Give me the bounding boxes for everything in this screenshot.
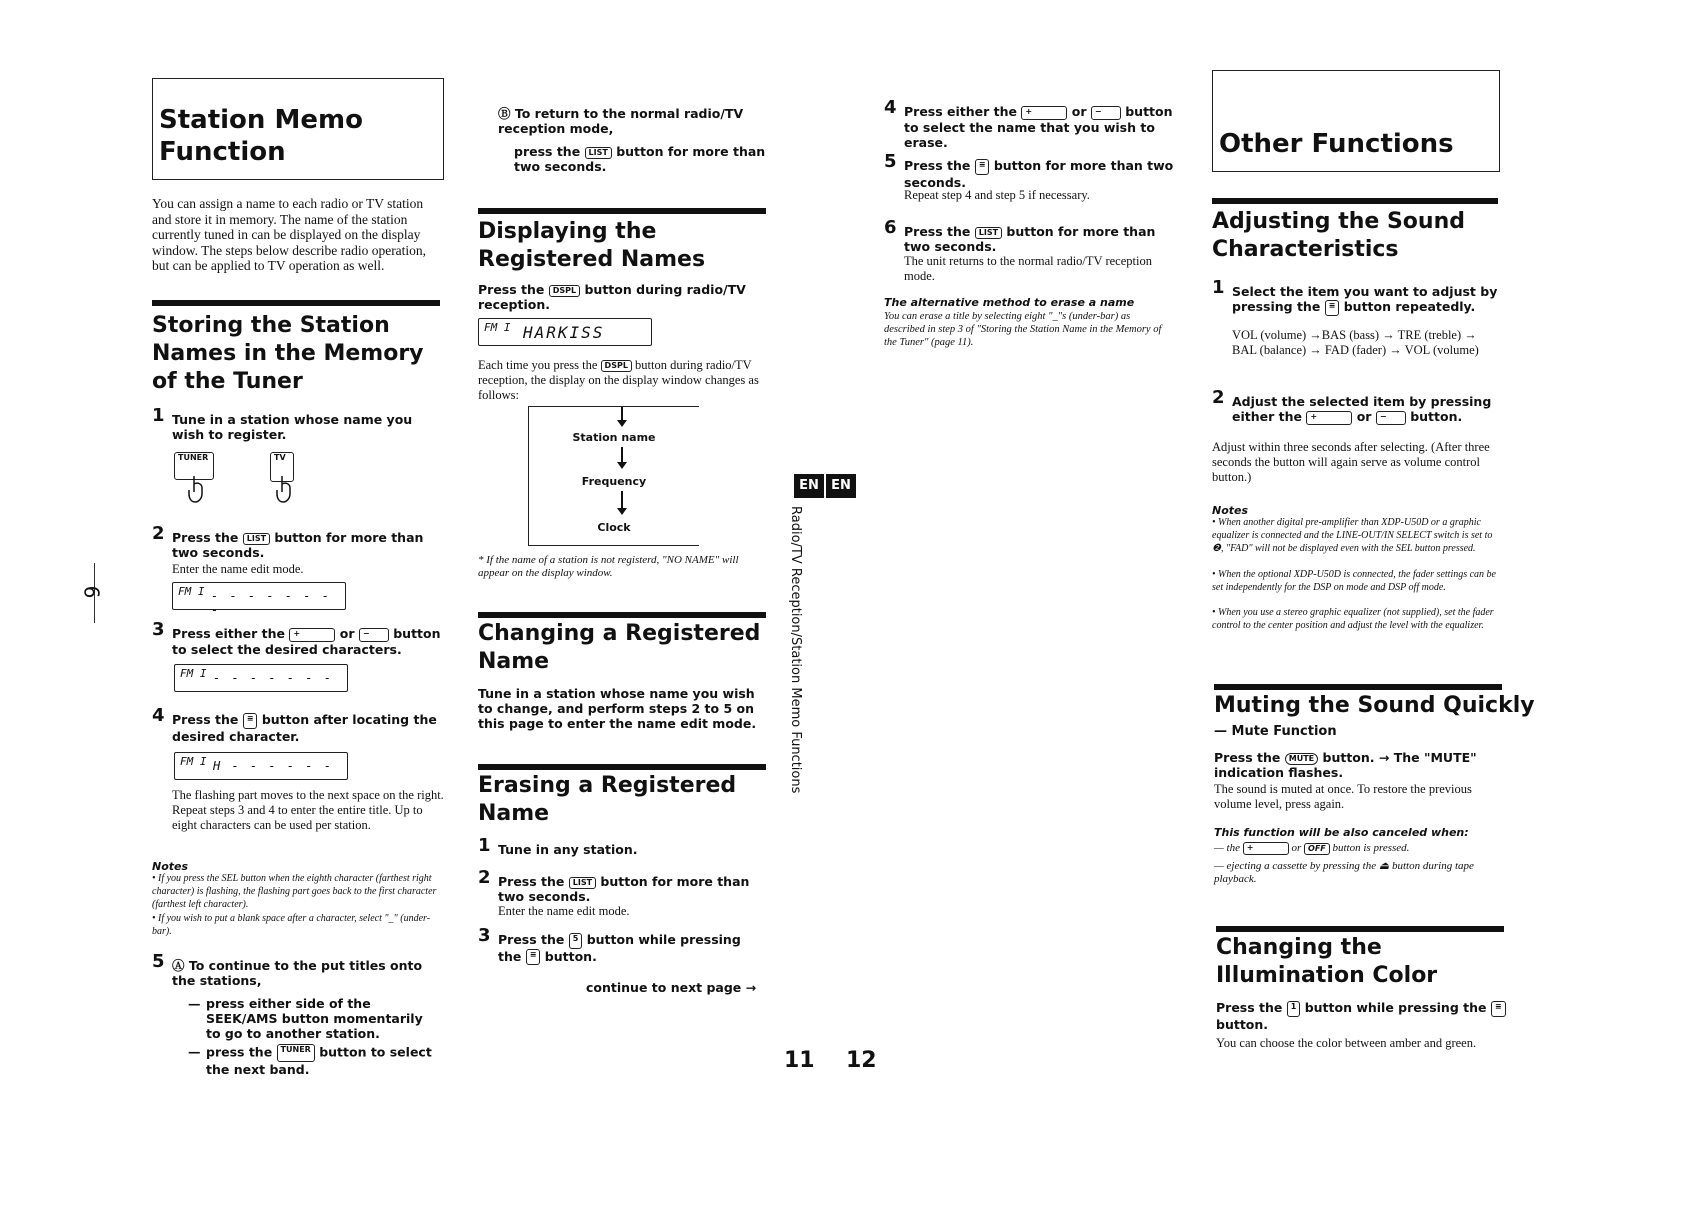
cancel-1-or: or — [1291, 842, 1302, 855]
flow-frequency: Frequency — [581, 475, 647, 488]
cancel-heading: This function will be also canceled when: — [1214, 826, 1469, 839]
step-5-dash-2-a: press the — [206, 1044, 273, 1060]
list-button: LIST — [243, 533, 270, 545]
step-4-a: Press the — [172, 712, 239, 727]
page-title-line2: Function — [159, 137, 286, 167]
cancel-1-a: — the — [1214, 842, 1240, 855]
adjust-step-2-body: Adjust within three seconds after selecting. (After three seconds the button will again serve as volume control button.) — [1212, 440, 1490, 484]
note-1: • If you press the SEL button when the eighth character (farthest right character) is flashing, the flashing part goes back to the first character (farthest left character). — [152, 873, 437, 910]
display-body-b: button during radio/TV reception, the display on the display window changes as follows: — [478, 358, 759, 402]
notes-heading: Notes — [1212, 504, 1249, 517]
return-press-b: button for more than two seconds. — [514, 144, 766, 174]
sel-button-icon: ≡ — [526, 949, 541, 965]
sel-button-icon: ≡ — [243, 713, 258, 729]
note-3: • When you use a stereo graphic equalizer (not supplied), set the fader control to the center position and adjust the level with the equalizer. — [1212, 607, 1494, 631]
change-body: Tune in a station whose name you wish to change, and perform steps 2 to 5 on this page to enter the name edit mode. — [478, 686, 757, 731]
list-button: LIST — [975, 227, 1002, 239]
section-rule — [1212, 198, 1498, 204]
sel-button-icon: ≡ — [1491, 1001, 1506, 1017]
preset-5-button: 5 — [569, 933, 583, 949]
erase-step-4: 4 Press either the + or − button to select the name that you wish to erase. — [884, 97, 1173, 150]
illumination-body: You can choose the color between amber and green. — [1216, 1036, 1477, 1050]
page-title-line1: Station Memo — [159, 105, 363, 135]
alternative-body: You can erase a title by selecting eight "_"s (under-bar) as described in step 3 of "Storing the Station Name in the Memory of the Tuner" (page 11). — [884, 311, 1162, 348]
erase-step-3-a: Press the — [498, 932, 565, 947]
section-rule — [152, 300, 440, 306]
illum-b: button while pressing the — [1304, 1000, 1487, 1015]
step-5-dash-2: — press the TUNER button to select the next band. — [188, 1044, 432, 1077]
display-b: button during radio/TV reception. — [478, 282, 746, 312]
step-5-dash-2-b: button to select the next band. — [206, 1044, 432, 1077]
step-5-dash-1-text: press either side of the SEEK/AMS button momentarily to go to another station. — [206, 996, 423, 1041]
section-rule — [478, 764, 766, 770]
flow-arrow — [621, 407, 623, 421]
lcd-display-2 — [174, 664, 348, 692]
off-button: OFF — [1304, 843, 1330, 855]
section-rule — [1214, 684, 1502, 690]
seek-down-icon: − — [359, 628, 389, 642]
heading-erase: Erasing a Registered Name — [478, 773, 737, 826]
step-2-sub: Enter the name edit mode. — [172, 562, 304, 576]
step-4-body: The flashing part moves to the next space on the right. Repeat steps 3 and 4 to enter the entire title. Up to eight characters can be used per station. — [172, 788, 444, 832]
intro-text: You can assign a name to each radio or TV station and store it in memory. The name of the station currently tuned in can be displayed on the display window. The steps below describe radio operation, but can be applied to TV operation as well. — [152, 196, 427, 273]
erase-step-6-a: Press the — [904, 224, 971, 239]
language-badge-right: EN — [826, 474, 856, 498]
lcd-value: - - - - - - - — [213, 671, 333, 685]
erase-step-4-a: Press either the — [904, 104, 1018, 119]
heading-adjust: Adjusting the Sound Characteristics — [1212, 209, 1465, 262]
page-title: Other Functions — [1219, 129, 1454, 159]
lcd-display-4 — [478, 318, 652, 346]
step-1: 1 Tune in a station whose name you wish to register. — [152, 412, 442, 444]
dspl-button: DSPL — [549, 285, 580, 297]
mute-button: MUTE — [1285, 753, 1318, 765]
step-2-b: button for more than two seconds. — [172, 530, 424, 560]
note-1: • When another digital pre-amplifier than XDP-U50D or a graphic equalizer is connected and the LINE-OUT/IN SELECT switch is set to ❷, "FAD" will not be displayed even with the SEL button pressed. — [1212, 517, 1493, 554]
display-note: * If the name of a station is not registerd, "NO NAME" will appear on the display window. — [478, 554, 739, 579]
step-3-or: or — [339, 626, 355, 641]
sel-button-icon: ≡ — [1325, 300, 1340, 316]
lcd-value: H - - - - - - — [213, 759, 333, 773]
note-2: • When the optional XDP-U50D is connected, the fader settings can be set independently for the DSP on mode and DSP off mode. — [1212, 569, 1496, 593]
flow-clock: Clock — [597, 521, 631, 534]
erase-step-3: 3 Press the 5 button while pressing the ≡ button. — [478, 925, 741, 964]
step-2-a: Press the — [172, 530, 239, 545]
step-5: 5 Ⓐ To continue to the put titles onto the stations, — [152, 958, 442, 990]
note-2: • If you wish to put a blank space after a character, select "_" (under-bar). — [152, 913, 431, 937]
return-press-a: press the — [514, 144, 581, 159]
adjust-step-1: 1 Select the item you want to adjust by pressing the ≡ button repeatedly. — [1212, 277, 1498, 314]
continue-next-page: continue to next page → — [586, 980, 757, 995]
page-number-right: 12 — [846, 1048, 877, 1073]
return-note — [498, 106, 768, 140]
step-4: 4 Press the ≡ button after locating the desired character. — [152, 705, 437, 744]
heading-illumination: Changing the Illumination Color — [1216, 935, 1438, 988]
erase-step-2: 2 Press the LIST button for more than two seconds. — [478, 867, 750, 904]
lcd-value: - - - - - - - - — [211, 589, 331, 617]
display-instruction — [478, 282, 768, 314]
display-body-a: Each time you press the — [478, 358, 598, 372]
seek-down-icon: − — [1376, 411, 1406, 425]
flow-arrow — [621, 447, 623, 463]
seek-down-icon: − — [1091, 106, 1121, 120]
erase-step-2-b: button for more than two seconds. — [498, 874, 750, 904]
tv-label: TV — [270, 452, 294, 482]
alternative-heading: The alternative method to erase a name — [884, 296, 1135, 309]
lcd-band: FM I — [180, 755, 207, 768]
erase-step-6-b: button for more than two seconds. — [904, 224, 1156, 254]
sel-button-icon: ≡ — [975, 159, 990, 175]
step-4-b: button after locating the desired character. — [172, 712, 437, 744]
mute-body: The sound is muted at once. To restore the previous volume level, press again. — [1214, 782, 1472, 811]
mute-a: Press the — [1214, 750, 1281, 765]
return-note-press — [514, 144, 770, 178]
seek-up-icon: + — [289, 628, 335, 642]
illumination-instruction — [1216, 1000, 1506, 1032]
adjust-step-2-or: or — [1356, 409, 1372, 424]
section-rule — [1216, 926, 1504, 932]
tv-button-icon — [270, 452, 310, 506]
erase-step-5-sub: Repeat step 4 and step 5 if necessary. — [904, 188, 1090, 202]
step-3-b: button to select the desired characters. — [172, 626, 441, 657]
lcd-display-3 — [174, 752, 348, 780]
heading-mute: Muting the Sound Quickly — [1214, 693, 1535, 718]
heading-storing: Storing the Station Names in the Memory of the Tuner — [152, 313, 424, 394]
adjust-step-1-b: button repeatedly. — [1343, 299, 1476, 314]
illum-a: Press the — [1216, 1000, 1283, 1015]
step-3-a: Press either the — [172, 626, 286, 641]
margin-mark: 6 — [79, 585, 104, 599]
seek-up-icon: + — [1306, 411, 1352, 425]
list-button: LIST — [585, 147, 612, 159]
section-rule — [478, 612, 766, 618]
heading-display: Displaying the Registered Names — [478, 219, 706, 272]
erase-step-3-b: button while pressing the — [498, 932, 741, 964]
erase-step-2-a: Press the — [498, 874, 565, 889]
lcd-band: FM I — [178, 585, 205, 598]
notes-heading: Notes — [152, 860, 189, 873]
section-rule — [478, 208, 766, 214]
tuner-label: TUNER — [174, 452, 214, 480]
page-number-left: 11 — [784, 1048, 815, 1073]
flow-arrow — [621, 491, 623, 509]
adjust-step-2-b: button. — [1410, 409, 1463, 424]
erase-step-5: 5 Press the ≡ button for more than two seconds. — [884, 151, 1174, 190]
illum-c: button. — [1216, 1016, 1269, 1032]
erase-step-3-c: button. — [544, 948, 597, 964]
flow-station-name: Station name — [572, 431, 656, 444]
side-section-label: Radio/TV Reception/Station Memo Functions — [788, 506, 803, 794]
display-cycle-diagram — [528, 406, 699, 546]
preset-1-button: 1 — [1287, 1001, 1301, 1017]
tuner-button-icon — [174, 452, 218, 506]
mute-instruction — [1214, 750, 1504, 782]
adjust-cycle: VOL (volume) →BAS (bass) → TRE (treble) → BAL (balance) → FAD (fader) → VOL (volume) — [1232, 328, 1479, 357]
erase-step-1-text: Tune in any station. — [498, 842, 638, 857]
language-badge-left: EN — [794, 474, 824, 498]
lcd-band: FM I — [180, 667, 207, 680]
mute-b: button. → The "MUTE" indication flashes. — [1214, 750, 1477, 780]
tuner-button-icon-small: TUNER — [277, 1044, 315, 1062]
dspl-button: DSPL — [601, 360, 632, 372]
lcd-value: HARKISS — [523, 323, 605, 342]
erase-step-5-b: button for more than two seconds. — [904, 158, 1174, 190]
erase-step-4-or: or — [1071, 104, 1087, 119]
step-5-text: Ⓐ To continue to the put titles onto the stations, — [172, 958, 423, 988]
erase-step-1: 1 Tune in any station. — [478, 842, 768, 862]
lcd-display-1 — [172, 582, 346, 617]
station-memo-title-box — [152, 78, 444, 180]
adjust-step-2: 2 Adjust the selected item by pressing either the + or − button. — [1212, 387, 1492, 424]
cancel-2: — ejecting a cassette by pressing the ⏏ button during tape playback. — [1214, 860, 1474, 885]
step-1-text: Tune in a station whose name you wish to register. — [172, 412, 413, 442]
erase-step-4-b: button to select the name that you wish to erase. — [904, 104, 1173, 150]
adjust-step-2-a: Adjust the selected item by pressing either the — [1232, 394, 1492, 424]
other-functions-title-box — [1212, 70, 1500, 172]
heading-change: Changing a Registered Name — [478, 621, 761, 674]
display-a: Press the — [478, 282, 545, 297]
step-2: 2 Press the LIST button for more than two seconds. — [152, 523, 424, 560]
cancel-1-b: button is pressed. — [1332, 842, 1410, 855]
display-body — [478, 358, 768, 403]
seek-up-icon: + — [1243, 842, 1289, 855]
step-5-dash-1: — press either side of the SEEK/AMS button momentarily to go to another station. — [188, 996, 438, 1046]
list-button: LIST — [569, 877, 596, 889]
return-note-text: Ⓑ To return to the normal radio/TV reception mode, — [498, 106, 744, 136]
erase-step-2-sub: Enter the name edit mode. — [498, 904, 630, 918]
erase-step-6-sub: The unit returns to the normal radio/TV reception mode. — [904, 254, 1152, 283]
cancel-1 — [1214, 842, 1498, 855]
adjust-step-1-a: Select the item you want to adjust by pressing the — [1232, 284, 1498, 314]
seek-up-icon: + — [1021, 106, 1067, 120]
lcd-band: FM I — [484, 321, 511, 334]
erase-step-6: 6 Press the LIST button for more than two seconds. — [884, 217, 1156, 254]
erase-step-5-a: Press the — [904, 158, 971, 173]
mute-subtitle: — Mute Function — [1214, 724, 1337, 739]
step-3: 3 Press either the + or − button to select the desired characters. — [152, 619, 441, 657]
